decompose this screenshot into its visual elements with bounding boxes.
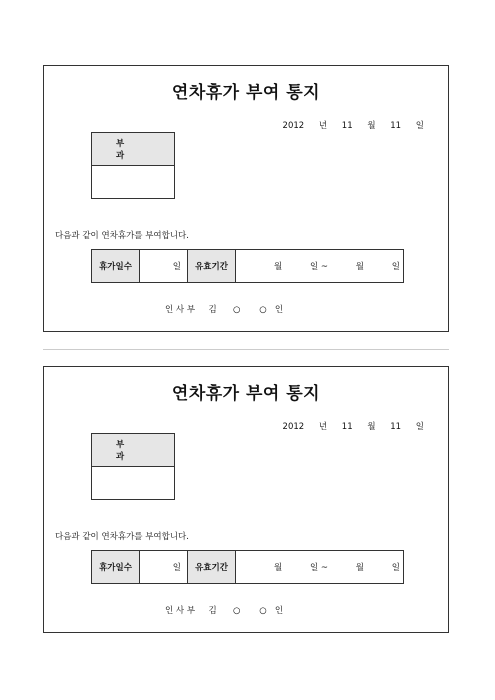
date-day-unit: 일 bbox=[415, 121, 424, 131]
period-month-1: 월 bbox=[274, 262, 283, 272]
department-header: 부과 bbox=[92, 434, 174, 467]
period-month-1: 월 bbox=[274, 563, 283, 573]
notice-date bbox=[283, 119, 424, 131]
validity-period-label: 유효기간 bbox=[188, 250, 236, 282]
date-year-unit: 년 bbox=[318, 422, 328, 432]
date-day-unit: 일 bbox=[415, 422, 424, 432]
notice-title: 연차휴가 부여 통지 bbox=[171, 83, 321, 103]
period-month-2: 월 bbox=[355, 563, 365, 573]
date-day: 11 bbox=[390, 422, 402, 432]
notice-date bbox=[283, 420, 424, 432]
leave-days-label: 휴가일수 bbox=[92, 551, 140, 583]
signature-line: 인 사 부 김 ○ ○ 인 bbox=[165, 305, 284, 315]
department-box bbox=[91, 132, 175, 199]
date-year: 2012 bbox=[282, 422, 305, 432]
date-day: 11 bbox=[390, 121, 402, 131]
date-year: 2012 bbox=[282, 121, 305, 131]
period-day-1: 일 ~ bbox=[309, 262, 329, 272]
validity-period bbox=[236, 551, 403, 583]
date-month: 11 bbox=[341, 422, 353, 432]
date-month-unit: 월 bbox=[367, 121, 376, 131]
signature-line: 인 사 부 김 ○ ○ 인 bbox=[165, 606, 284, 616]
leave-days-unit: 일 bbox=[140, 250, 188, 282]
validity-period-label: 유효기간 bbox=[188, 551, 236, 583]
leave-table bbox=[91, 550, 404, 584]
leave-table bbox=[91, 249, 404, 283]
date-month-unit: 월 bbox=[367, 422, 376, 432]
leave-days-label: 휴가일수 bbox=[92, 250, 140, 282]
notice-title: 연차휴가 부여 통지 bbox=[171, 384, 321, 404]
divider bbox=[43, 349, 449, 350]
period-day-2: 일 bbox=[391, 563, 400, 573]
department-header: 부과 bbox=[92, 133, 174, 166]
date-year-unit: 년 bbox=[318, 121, 328, 131]
leave-notice-1 bbox=[43, 65, 449, 332]
period-month-2: 월 bbox=[355, 262, 365, 272]
leave-notice-2 bbox=[43, 366, 449, 633]
date-month: 11 bbox=[341, 121, 353, 131]
leave-days-unit: 일 bbox=[140, 551, 188, 583]
grant-sentence: 다음과 같이 연차휴가를 부여합니다. bbox=[55, 532, 189, 542]
period-day-2: 일 bbox=[391, 262, 400, 272]
department-box bbox=[91, 433, 175, 500]
validity-period bbox=[236, 250, 403, 282]
grant-sentence: 다음과 같이 연차휴가를 부여합니다. bbox=[55, 231, 189, 241]
period-day-1: 일 ~ bbox=[309, 563, 329, 573]
